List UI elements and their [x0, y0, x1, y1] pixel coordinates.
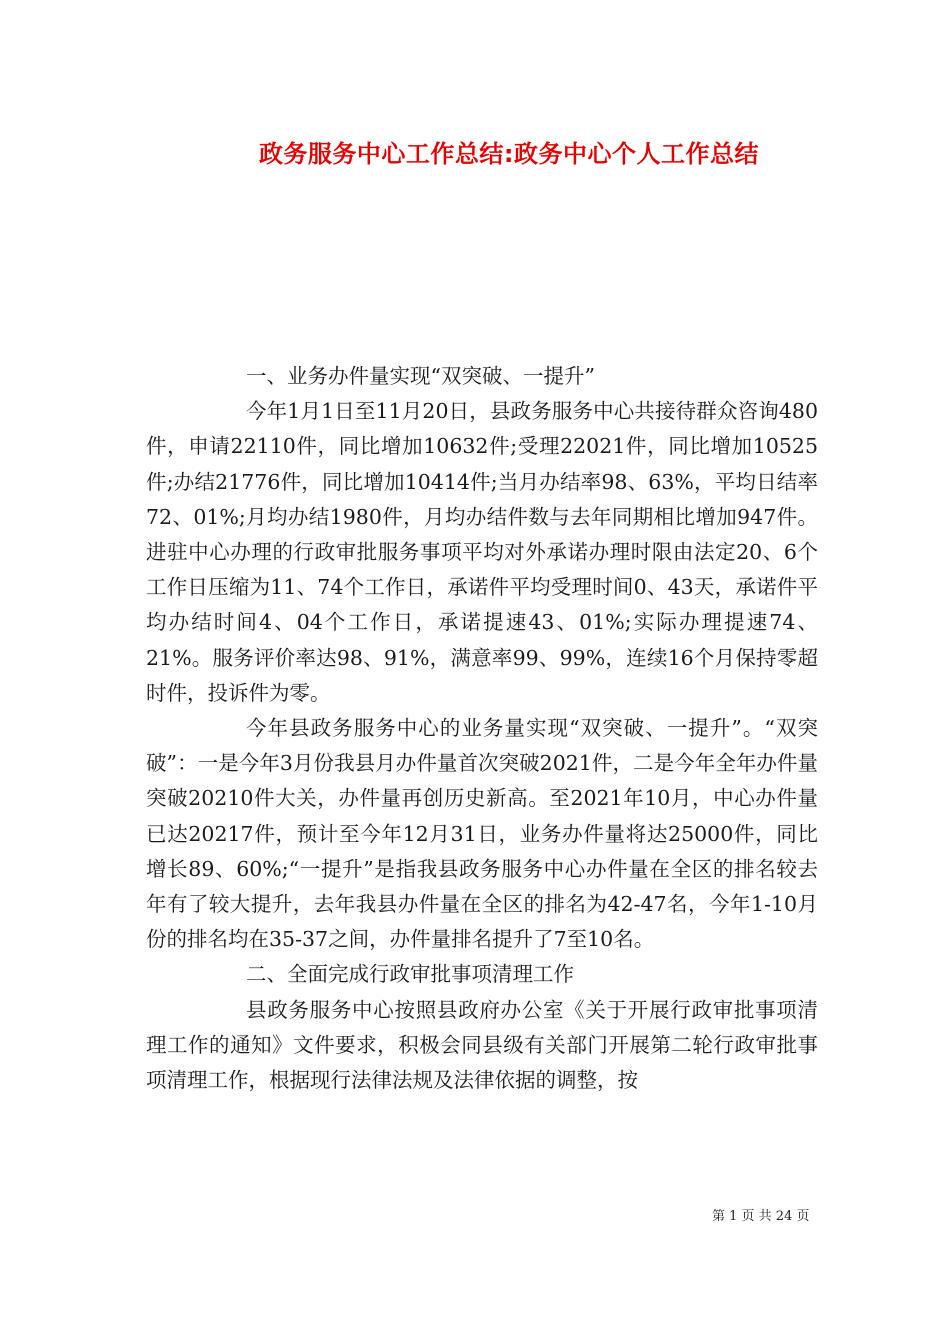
section-heading-2: 二、全面完成行政审批事项清理工作: [246, 962, 574, 987]
document-body: [146, 359, 818, 1098]
page-title: 政务服务中心工作总结:政务中心个人工作总结: [258, 140, 760, 168]
paragraph-1: 今年1月1日至11月20日，县政务服务中心共接待群众咨询480件，申请22110件，同比增加10632件;受理22021件，同比增加10525件;办结21776件，同比增加10414件;当月办结率98、63%，平均日结率72、01%;月均办结1980件，月均办结件数与去年同期相比增加947件。进驻中心办理的行政审批服务事项平均对外承诺办理时限由法定20、6个工作日压缩为11、74个工作日，承诺件平均受理时间0、43天，承诺件平均办结时间4、04个工作日，承诺提速43、01%;实际办理提速74、21%。服务评价率达98、91%，满意率99、99%，连续16个月保持零超时件，投诉件为零。: [146, 399, 818, 705]
paragraph-2: 今年县政务服务中心的业务量实现“双突破、一提升”。“双突破”：一是今年3月份我县月办件量首次突破2021件，二是今年全年办件量突破20210件大关，办件量再创历史新高。至2021年10月，中心办件量已达20217件，预计至今年12月31日，业务办件量将达25000件，同比增长89、60%;“一提升”是指我县政务服务中心办件量在全区的排名较去年有了较大提升，去年我县办件量在全区的排名为42-47名，今年1-10月份的排名均在35-37之间，办件量排名提升了7至10名。: [146, 716, 818, 952]
section-heading-1: 一、业务办件量实现“双突破、一提升”: [246, 364, 595, 388]
paragraph-3: 县政务服务中心按照县政府办公室《关于开展行政审批事项清理工作的通知》文件要求，积极会同县级有关部门开展第二轮行政审批事项清理工作，根据现行法律法规及法律依据的调整，按: [146, 997, 818, 1093]
page-number: 第 1 页 共 24 页: [712, 1209, 810, 1224]
